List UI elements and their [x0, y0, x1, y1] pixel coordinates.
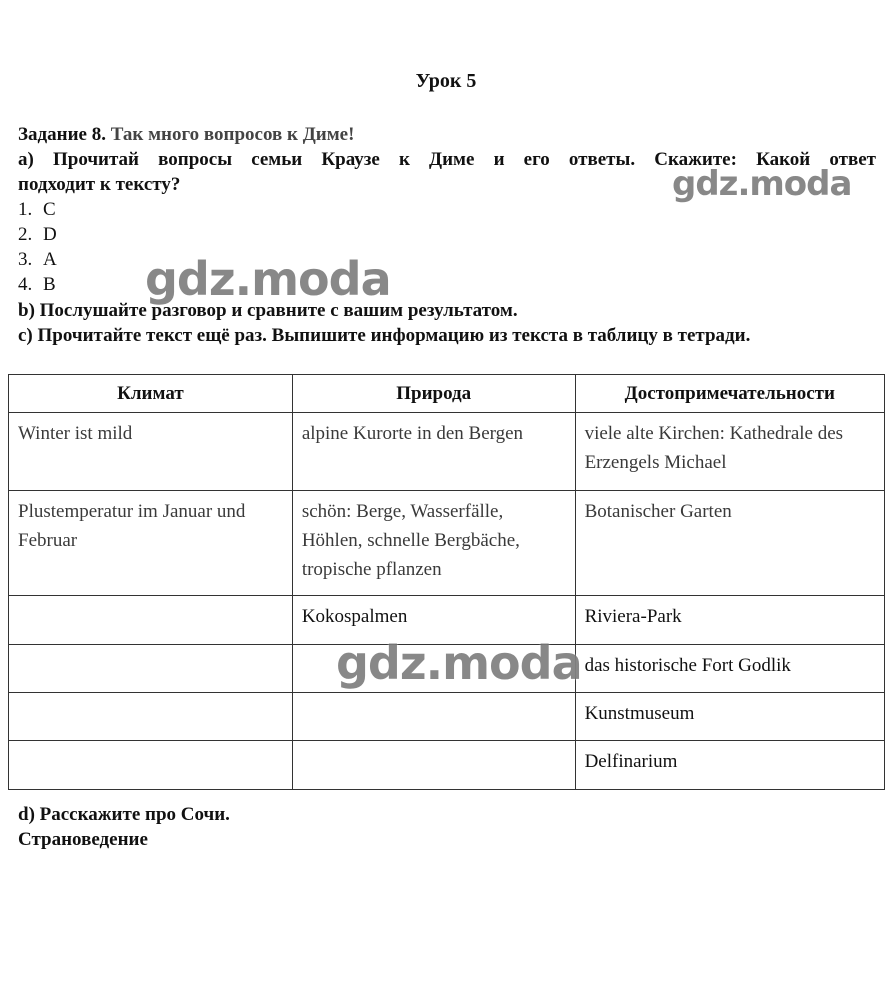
table-cell	[292, 693, 575, 741]
watermark: gdz.moda	[672, 164, 852, 204]
table-cell: Kunstmuseum	[575, 693, 884, 741]
parts-bc	[18, 298, 876, 348]
table-cell	[9, 645, 293, 693]
table-row	[9, 596, 885, 645]
table-cell	[9, 693, 293, 741]
watermark: gdz.moda	[336, 636, 582, 690]
list-item: 1. C	[18, 199, 56, 220]
task-heading-text: Так много вопросов к Диме!	[110, 124, 355, 145]
table-cell: Plustemperatur im Januar und Februar	[9, 491, 293, 596]
column-header-sights: Достопримечательности	[575, 375, 884, 413]
table-header-row	[9, 375, 885, 413]
list-item: 3. A	[18, 249, 57, 270]
table-row	[9, 741, 885, 790]
part-c: c) Прочитайте текст ещё раз. Выпишите информацию из текста в таблицу в тетради.	[18, 325, 751, 346]
column-header-climate: Климат	[9, 375, 293, 413]
table-cell: Kokospalmen	[292, 596, 575, 645]
table-cell	[9, 741, 293, 790]
list-item: 2. D	[18, 224, 57, 245]
column-header-nature: Природа	[292, 375, 575, 413]
task-label: Задание 8.	[18, 124, 106, 145]
table-cell: das historische Fort Godlik	[575, 645, 884, 693]
table-cell: viele alte Kirchen: Kathedrale des Erzengels Michael	[575, 413, 884, 491]
lesson-title: Урок 5	[415, 70, 477, 92]
part-d: d) Расскажите про Сочи.	[18, 804, 230, 825]
part-a-line2: подходит к тексту?	[18, 174, 181, 195]
table-cell: Botanischer Garten	[575, 491, 884, 596]
table-cell: Riviera-Park	[575, 596, 884, 645]
part-a-line1: а) Прочитай вопросы семьи Краузе к Диме и его ответы. Скажите: Какой ответ	[18, 149, 876, 170]
task-block	[18, 122, 876, 297]
table-cell: Delfinarium	[575, 741, 884, 790]
table-cell: Winter ist mild	[9, 413, 293, 491]
info-table	[8, 374, 885, 790]
table-cell	[292, 741, 575, 790]
list-item: 4. B	[18, 274, 56, 295]
table-row	[9, 413, 885, 491]
section-label: Страноведение	[18, 829, 148, 850]
table-cell: schön: Berge, Wasserfälle, Höhlen, schnelle Bergbäche, tropische pflanzen	[292, 491, 575, 596]
footer-block	[18, 802, 876, 852]
table-cell: alpine Kurorte in den Bergen	[292, 413, 575, 491]
table-cell	[292, 645, 575, 693]
table-row	[9, 645, 885, 693]
answers-list	[18, 197, 876, 297]
watermark: gdz.moda	[145, 252, 391, 306]
table-row	[9, 491, 885, 596]
table-cell	[9, 596, 293, 645]
part-b: b) Послушайте разговор и сравните с вашим результатом.	[18, 300, 518, 321]
table-row	[9, 693, 885, 741]
task-heading	[18, 122, 876, 147]
